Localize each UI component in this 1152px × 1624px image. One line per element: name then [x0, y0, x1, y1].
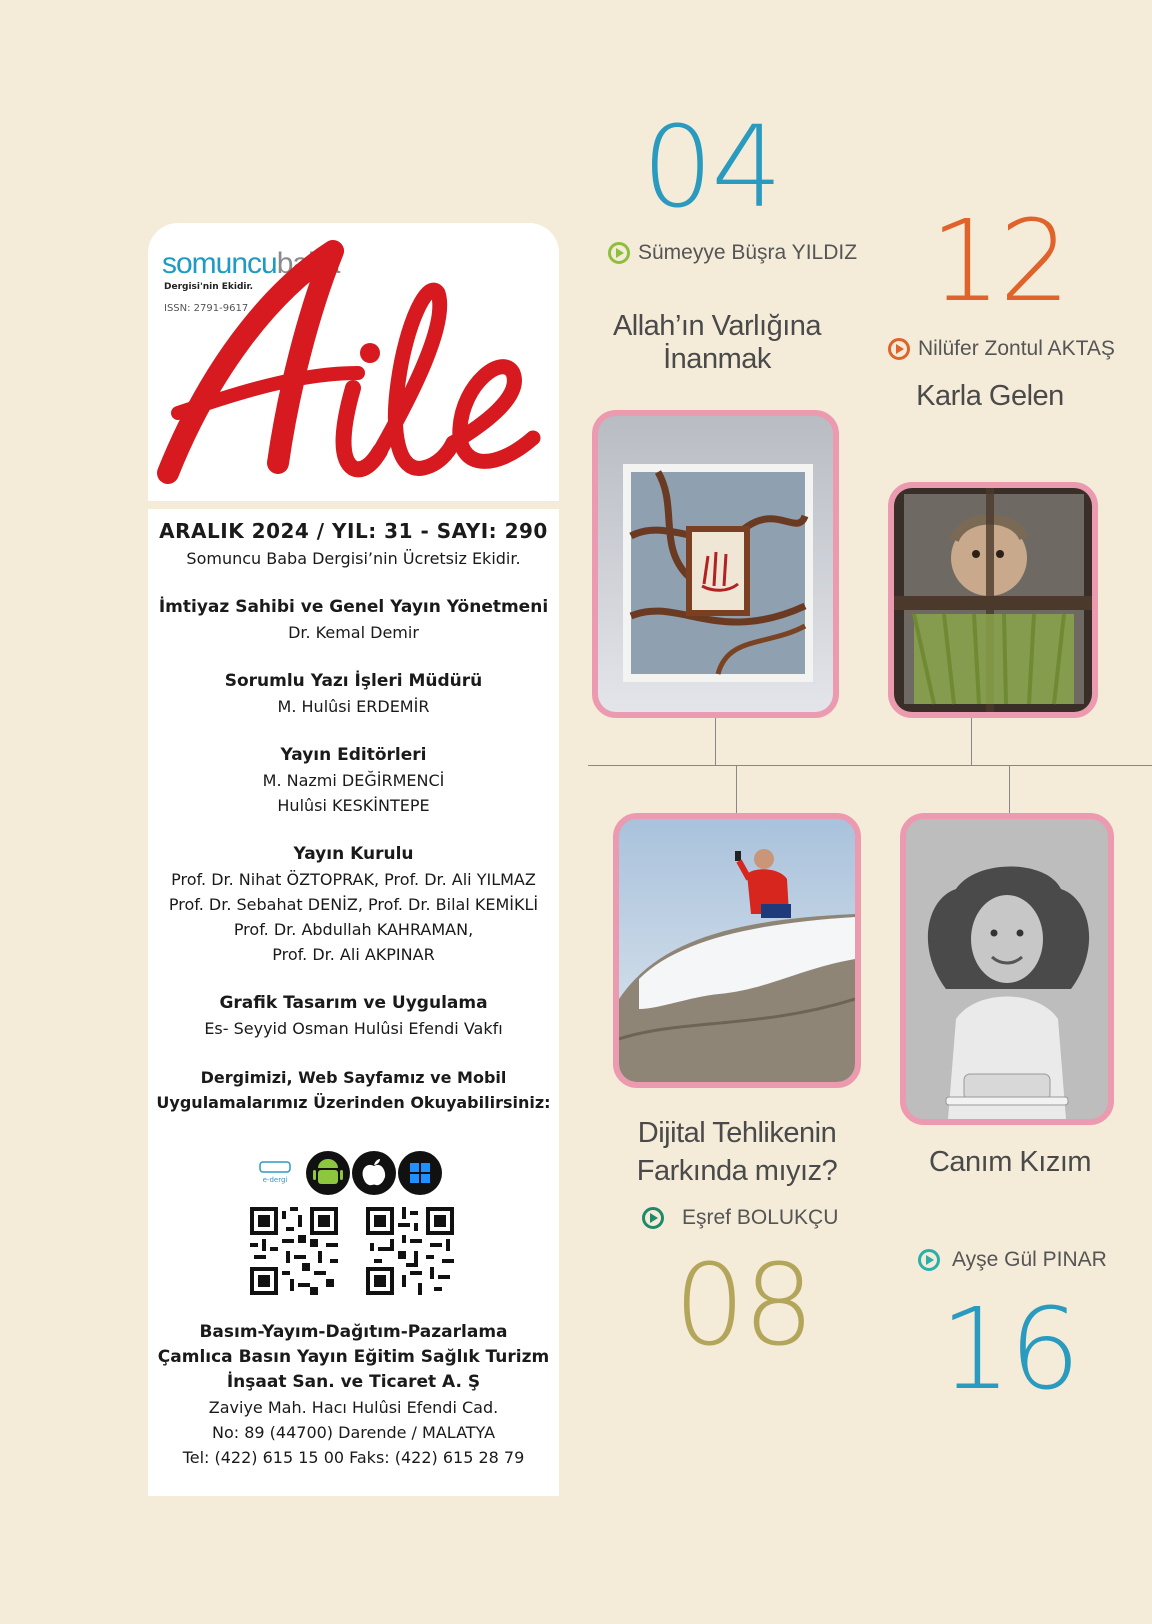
article-photo-hiker[interactable] [613, 813, 861, 1088]
publisher-info [148, 1320, 559, 1470]
page-number: 12 [930, 197, 1069, 327]
publisher-line: Basım-Yayım-Dağıtım-Pazarlama [199, 1322, 508, 1342]
brand-name: somuncubaba [162, 247, 340, 280]
read-online-text: Uygulamalarımız Üzerinden Okuyabilirsiniz: [156, 1093, 551, 1112]
page-number: 08 [674, 1241, 813, 1371]
author-name: Ayşe Gül PINAR [952, 1248, 1107, 1271]
connector-line [715, 718, 716, 765]
qr-code[interactable] [366, 1207, 454, 1295]
android-icon[interactable] [306, 1151, 350, 1195]
play-icon [918, 1249, 940, 1271]
girl-image [906, 819, 1108, 1119]
staff-name: Prof. Dr. Sebahat DENİZ, Prof. Dr. Bilal KEMİKLİ [168, 895, 539, 914]
staff-name: M. Hulûsi ERDEMİR [277, 697, 430, 716]
calligraphy-image [598, 416, 833, 712]
play-icon [642, 1207, 664, 1229]
staff-role: Yayın Kurulu [293, 844, 414, 864]
article-author[interactable] [918, 1248, 1107, 1272]
connector-line [736, 765, 737, 813]
article-photo-window-child[interactable] [888, 482, 1098, 718]
article-author[interactable] [642, 1206, 838, 1230]
read-online-text: Dergimizi, Web Sayfamız ve Mobil [200, 1068, 507, 1087]
staff-name: Dr. Kemal Demir [288, 623, 419, 642]
play-icon [608, 242, 630, 264]
qr-code[interactable] [250, 1207, 338, 1295]
page-number: 04 [642, 103, 781, 233]
divider [148, 501, 559, 509]
e-dergi-label: e-dergi [262, 1176, 288, 1184]
article-photo-girl[interactable] [900, 813, 1114, 1125]
masthead [148, 223, 559, 501]
connector-line [1009, 765, 1010, 813]
hiker-image [619, 819, 855, 1082]
issn: ISSN: 2791-9617 [164, 303, 249, 314]
aile-logo [148, 223, 559, 501]
staff-name: Prof. Dr. Nihat ÖZTOPRAK, Prof. Dr. Ali YILMAZ [171, 870, 536, 889]
title-line: Farkında mıyız? [636, 1155, 838, 1187]
article-title[interactable]: Karla Gelen [916, 380, 1064, 412]
staff-role: Yayın Editörleri [280, 745, 427, 765]
article-title[interactable]: Canım Kızım [928, 1146, 1092, 1178]
issue-note: Somuncu Baba Dergisi’nin Ücretsiz Ekidir. [186, 549, 521, 568]
staff-name: Prof. Dr. Abdullah KAHRAMAN, [233, 920, 474, 939]
title-line: Dijital Tehlikenin [637, 1117, 837, 1149]
article-author[interactable] [888, 337, 1115, 361]
connector-line [588, 765, 1152, 766]
apple-icon[interactable] [352, 1151, 396, 1195]
publisher-line: Çamlıca Basın Yayın Eğitim Sağlık Turizm [157, 1347, 550, 1367]
article-title[interactable]: Allah’ın Varlığına İnanmak [612, 310, 822, 375]
article-title[interactable] [612, 1114, 862, 1190]
staff-name: Prof. Dr. Ali AKPINAR [272, 945, 435, 964]
e-dergi-icon[interactable] [260, 1162, 290, 1184]
play-icon [888, 338, 910, 360]
article-author[interactable] [608, 241, 857, 265]
author-name: Eşref BOLUKÇU [682, 1206, 839, 1229]
connector-line [971, 718, 972, 765]
windows-icon[interactable] [398, 1151, 442, 1195]
author-name: Nilüfer Zontul AKTAŞ [918, 337, 1115, 360]
window-child-image [894, 488, 1092, 712]
brand-subtitle: Dergisi'nin Ekidir. [164, 282, 254, 292]
app-icons [258, 1150, 458, 1196]
staff-role: Grafik Tasarım ve Uygulama [219, 993, 488, 1013]
address-line: Zaviye Mah. Hacı Hulûsi Efendi Cad. [208, 1398, 499, 1417]
author-name: Sümeyye Büşra YILDIZ [638, 241, 858, 264]
staff-name: M. Nazmi DEĞİRMENCİ [262, 771, 445, 790]
article-photo-calligraphy[interactable] [592, 410, 839, 718]
page-number: 16 [940, 1285, 1079, 1415]
issue-line: ARALIK 2024 / YIL: 31 - SAYI: 290 [159, 519, 548, 543]
staff-name: Hulûsi KESKİNTEPE [277, 796, 430, 815]
address-line: Tel: (422) 615 15 00 Faks: (422) 615 28 79 [182, 1448, 525, 1467]
staff-name: Es- Seyyid Osman Hulûsi Efendi Vakfı [204, 1019, 503, 1038]
publisher-line: İnşaat San. ve Ticaret A. Ş [226, 1372, 481, 1392]
staff-role: Sorumlu Yazı İşleri Müdürü [224, 671, 483, 691]
address-line: No: 89 (44700) Darende / MALATYA [211, 1423, 496, 1442]
staff-role: İmtiyaz Sahibi ve Genel Yayın Yönetmeni [158, 597, 549, 617]
imprint [148, 516, 559, 1115]
